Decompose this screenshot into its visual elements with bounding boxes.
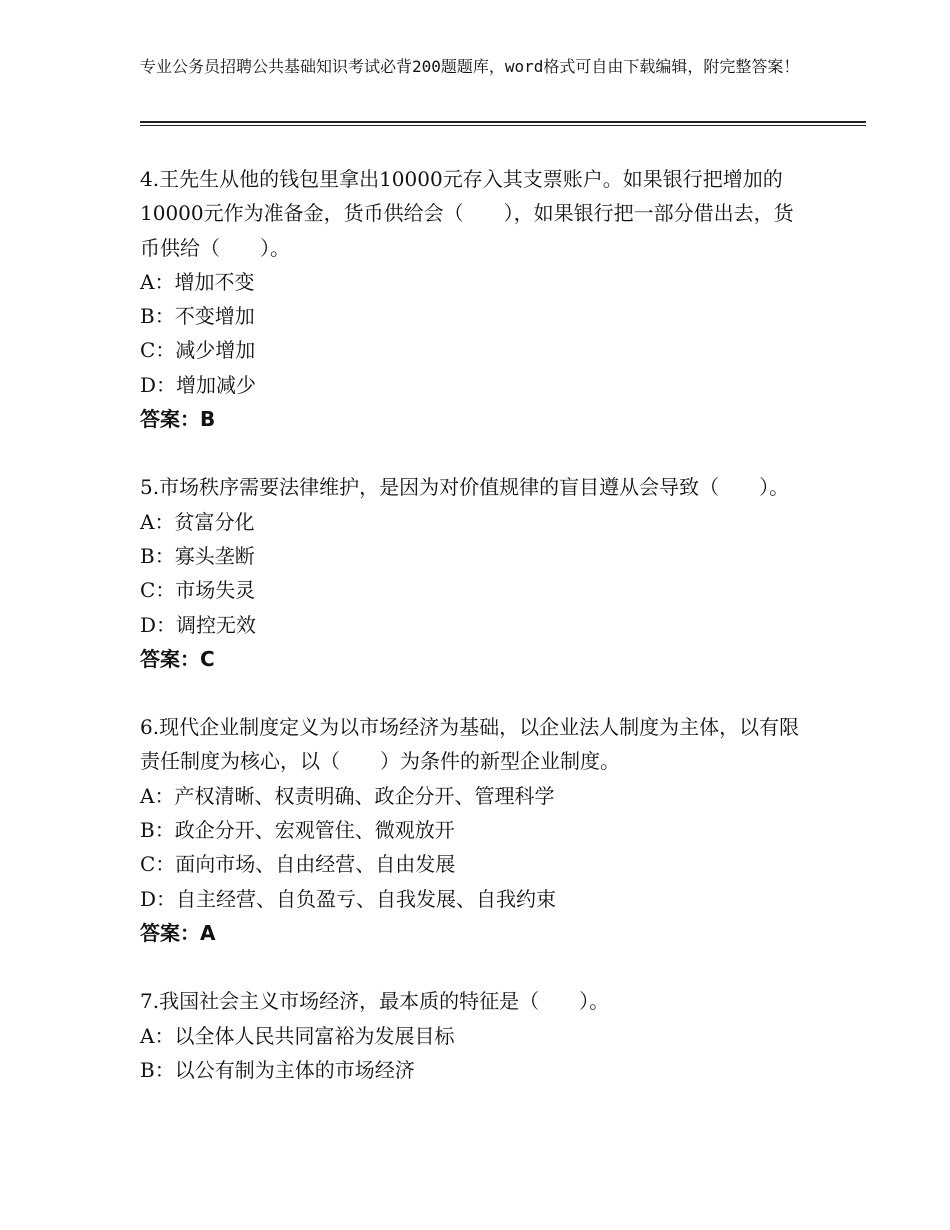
answer: 答案：A — [140, 920, 216, 945]
answer: 答案：C — [140, 646, 215, 671]
option-a: A：以全体人民共同富裕为发展目标 — [140, 1023, 455, 1048]
option-a: A：产权清晰、权责明确、政企分开、管理科学 — [140, 783, 555, 808]
option-b: B：以公有制为主体的市场经济 — [140, 1057, 415, 1082]
header-divider-thin — [140, 125, 866, 126]
option-c: C：市场失灵 — [140, 578, 256, 603]
question-list — [140, 162, 800, 1087]
question-5 — [140, 470, 800, 676]
question-text: 7.我国社会主义市场经济，最本质的特征是（ ）。 — [140, 989, 610, 1014]
question-text: 4.王先生从他的钱包里拿出10000元存入其支票账户。如果银行把增加的10000元作为准备金，货币供给会（ ），如果银行把一部分借出去，货币供给（ ）。 — [140, 167, 794, 260]
option-d: D：调控无效 — [140, 612, 257, 637]
option-c: C：减少增加 — [140, 338, 256, 363]
spacer — [140, 950, 800, 984]
document-header: 专业公务员招聘公共基础知识考试必背200题题库，word格式可自由下载编辑，附完整答案！ — [140, 57, 800, 76]
question-4 — [140, 162, 800, 436]
spacer — [140, 436, 800, 470]
option-b: B：不变增加 — [140, 304, 255, 329]
question-7 — [140, 984, 800, 1087]
option-d: D：自主经营、自负盈亏、自我发展、自我约束 — [140, 886, 557, 911]
header-divider-thick — [140, 121, 866, 123]
spacer — [140, 676, 800, 710]
question-6 — [140, 710, 800, 950]
option-a: A：增加不变 — [140, 269, 255, 294]
option-a: A：贫富分化 — [140, 509, 255, 534]
option-b: B：政企分开、宏观管住、微观放开 — [140, 818, 455, 843]
option-b: B：寡头垄断 — [140, 543, 255, 568]
option-c: C：面向市场、自由经营、自由发展 — [140, 852, 456, 877]
question-text: 5.市场秩序需要法律维护，是因为对价值规律的盲目遵从会导致（ ）。 — [140, 475, 790, 500]
option-d: D：增加减少 — [140, 372, 257, 397]
answer: 答案：B — [140, 407, 216, 432]
question-text: 6.现代企业制度定义为以市场经济为基础，以企业法人制度为主体，以有限责任制度为核心，以（ ）为条件的新型企业制度。 — [140, 715, 800, 774]
